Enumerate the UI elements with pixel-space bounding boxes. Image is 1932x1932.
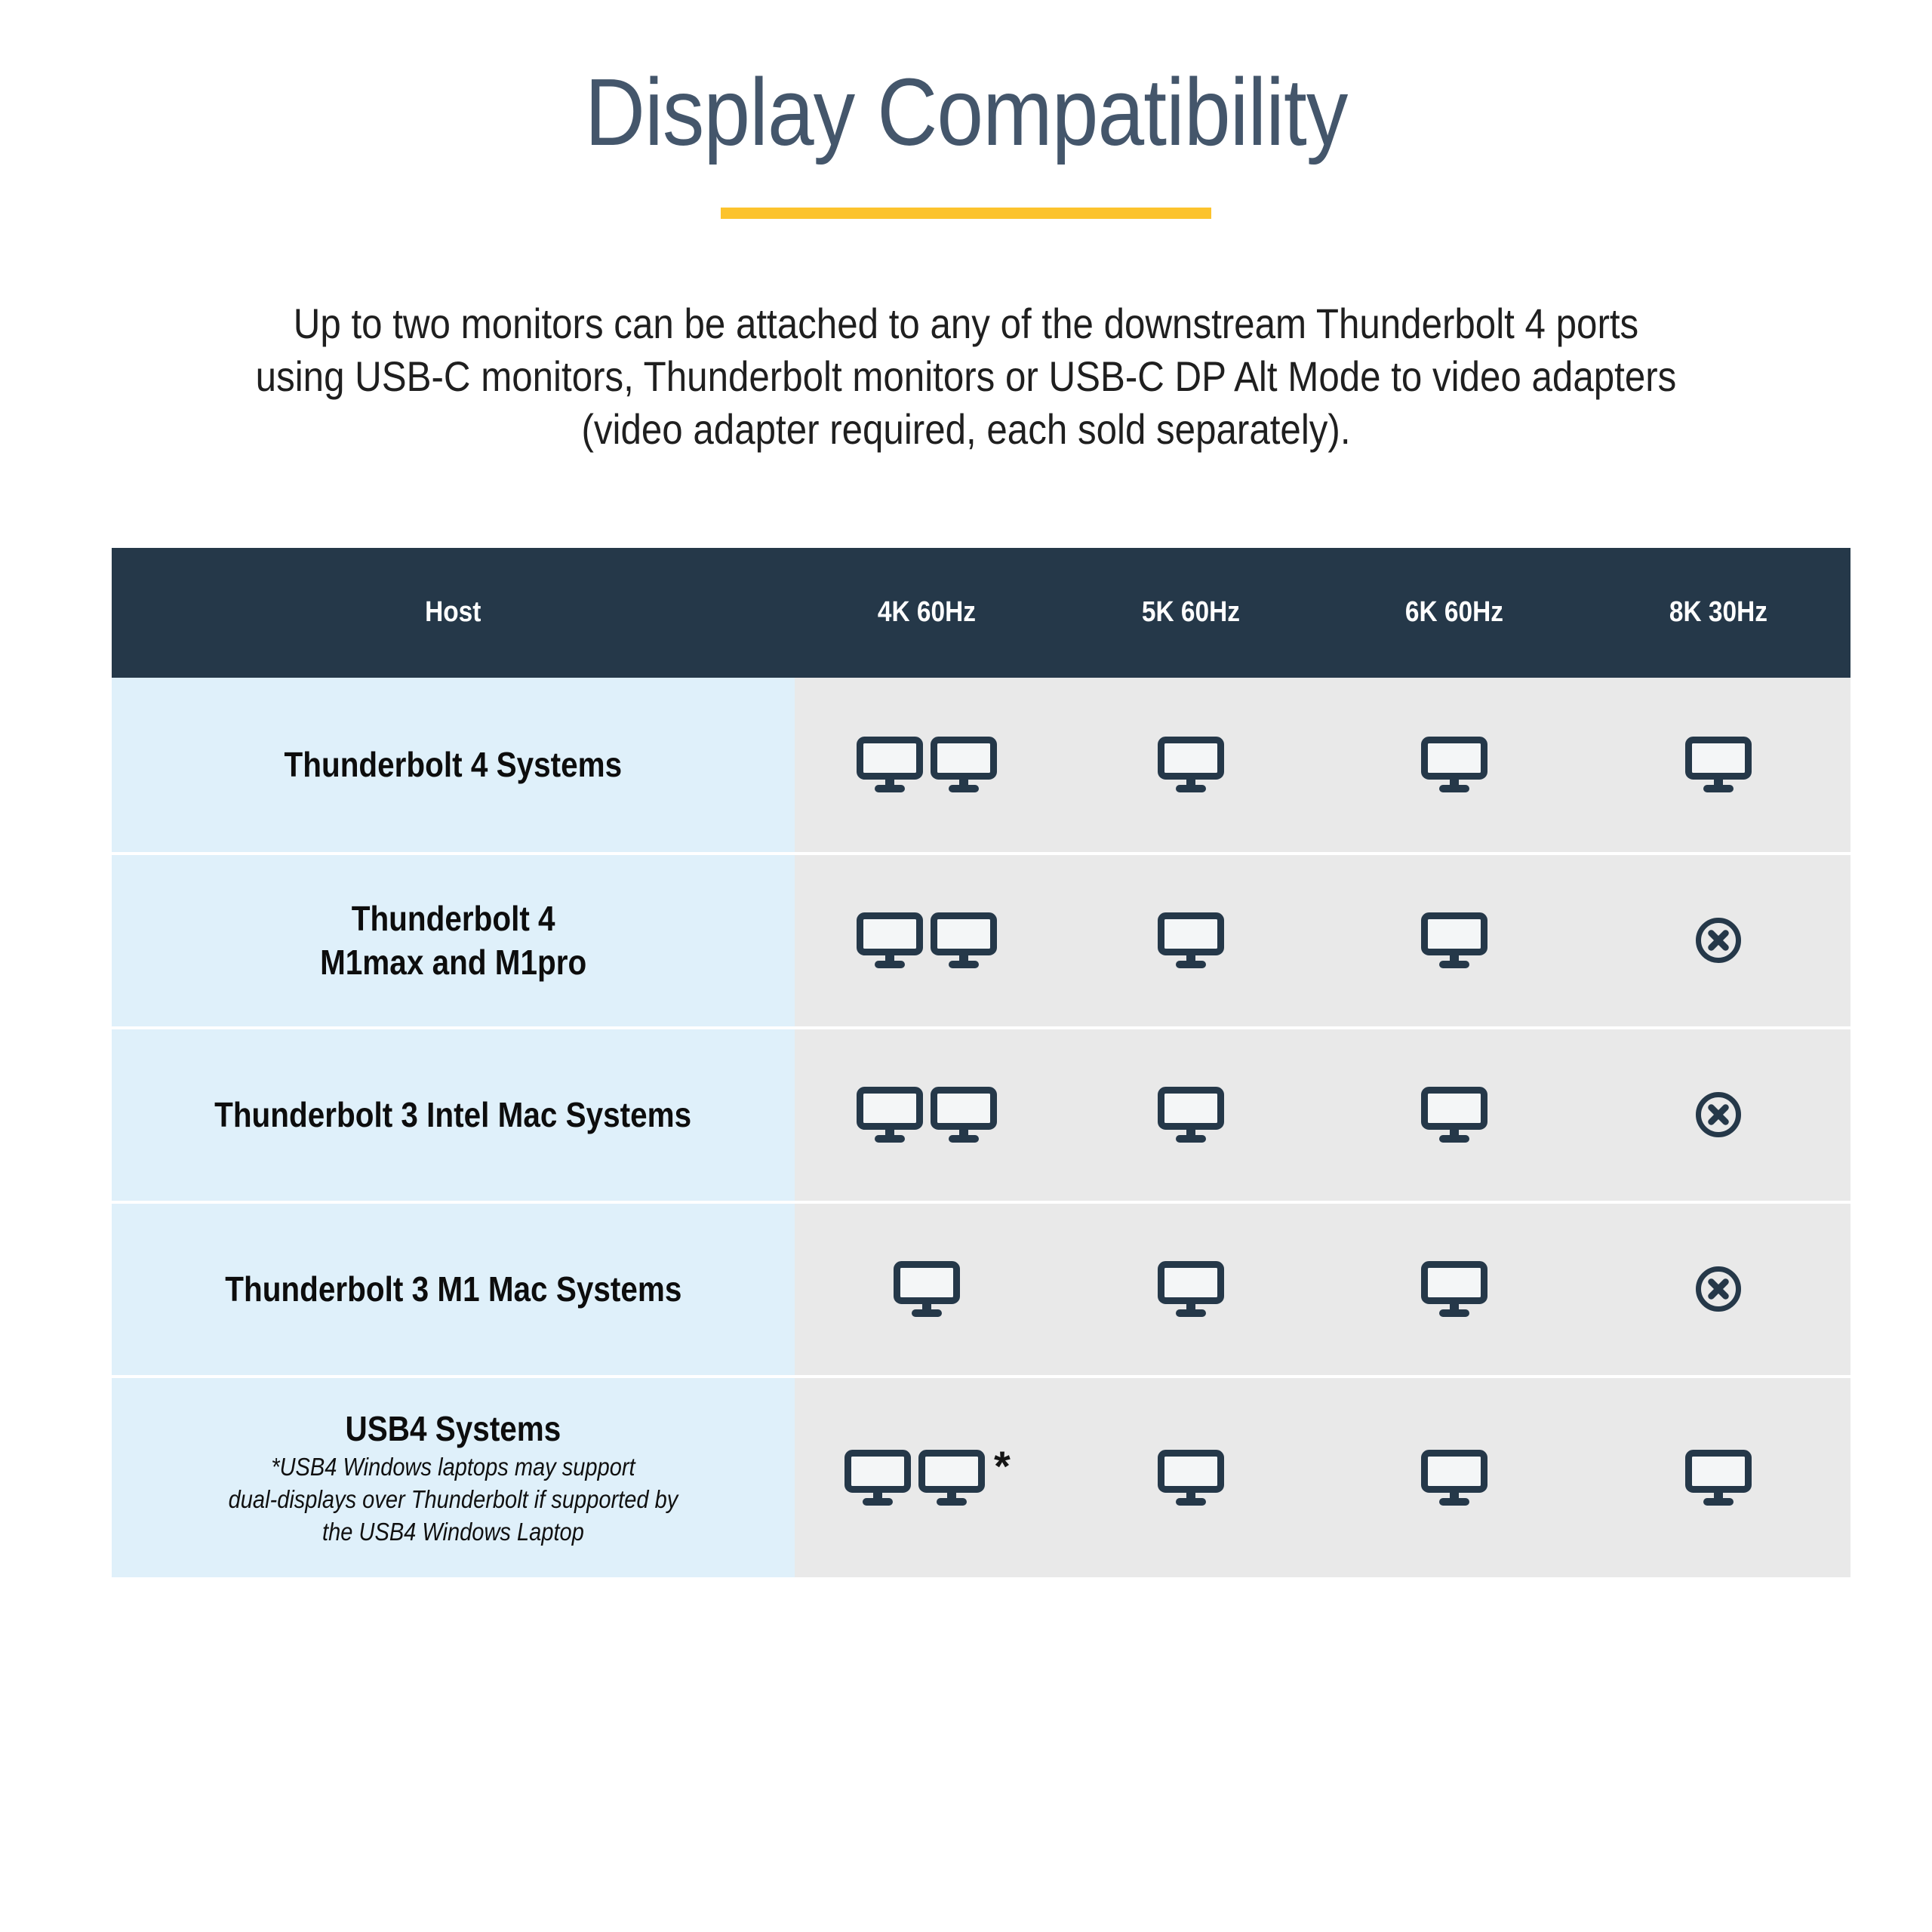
column-header-8k30: 8K 30Hz bbox=[1669, 596, 1768, 629]
circle-x-icon bbox=[1694, 1265, 1743, 1313]
intro-line: (video adapter required, each sold separately). bbox=[581, 405, 1351, 453]
intro-line: using USB-C monitors, Thunderbolt monitors or USB-C DP Alt Mode to video adapters bbox=[255, 352, 1677, 400]
single-monitor-icon bbox=[1421, 912, 1487, 968]
host-label bbox=[229, 1407, 678, 1548]
support-cell-single bbox=[1323, 1378, 1587, 1577]
support-cell-single bbox=[1059, 678, 1323, 852]
intro-paragraph bbox=[0, 297, 1932, 456]
table-body bbox=[112, 678, 1850, 1577]
support-cell-single bbox=[1586, 678, 1850, 852]
page-title-text: Display Compatibility bbox=[584, 59, 1348, 165]
support-cell-single bbox=[1059, 1204, 1323, 1375]
single-monitor-icon bbox=[1421, 1087, 1487, 1143]
support-cell-single bbox=[1323, 855, 1587, 1026]
table-row bbox=[112, 1375, 1850, 1577]
single-monitor-icon bbox=[1158, 1450, 1224, 1506]
host-cell bbox=[112, 678, 795, 852]
support-cell-none bbox=[1586, 855, 1850, 1026]
single-monitor-icon bbox=[931, 737, 997, 792]
single-monitor-icon bbox=[931, 912, 997, 968]
asterisk-mark: * bbox=[993, 1441, 1011, 1490]
support-cell-dual bbox=[795, 855, 1059, 1026]
single-monitor-icon bbox=[1421, 737, 1487, 792]
host-label-line: Thunderbolt 4 Systems bbox=[284, 745, 623, 785]
host-label-line: USB4 Systems bbox=[345, 1409, 561, 1449]
single-monitor-icon bbox=[1421, 1261, 1487, 1317]
host-label bbox=[320, 897, 586, 984]
host-label-line: Thunderbolt 3 M1 Mac Systems bbox=[224, 1269, 682, 1309]
single-monitor-icon bbox=[857, 912, 923, 968]
intro-line: Up to two monitors can be attached to any of the downstream Thunderbolt 4 ports bbox=[293, 299, 1639, 347]
table-row bbox=[112, 1201, 1850, 1375]
host-label bbox=[285, 743, 623, 786]
single-monitor-icon bbox=[1158, 1087, 1224, 1143]
support-cell-single bbox=[1059, 1029, 1323, 1201]
single-monitor-icon bbox=[857, 1087, 923, 1143]
host-label bbox=[225, 1267, 681, 1311]
dual-monitor-icon bbox=[857, 737, 997, 792]
table-row bbox=[112, 852, 1850, 1026]
single-monitor-icon bbox=[1158, 1261, 1224, 1317]
support-cell-dual bbox=[795, 678, 1059, 852]
single-monitor-icon bbox=[1158, 912, 1224, 968]
single-monitor-icon bbox=[857, 737, 923, 792]
host-footnote-line: dual-displays over Thunderbolt if supported by bbox=[228, 1485, 678, 1514]
title-underline-accent bbox=[721, 208, 1211, 219]
host-label-line: Thunderbolt 3 Intel Mac Systems bbox=[214, 1095, 692, 1135]
circle-x-icon bbox=[1694, 916, 1743, 964]
column-header-5k60: 5K 60Hz bbox=[1141, 596, 1240, 629]
support-cell-single bbox=[1323, 1204, 1587, 1375]
host-cell bbox=[112, 855, 795, 1026]
column-header-host: Host bbox=[425, 596, 481, 629]
dual-monitor-icon bbox=[857, 1087, 997, 1143]
circle-x-icon bbox=[1694, 1091, 1743, 1139]
support-cell-single bbox=[1059, 1378, 1323, 1577]
host-label-line: Thunderbolt 4 bbox=[351, 899, 555, 939]
page-title bbox=[0, 60, 1932, 165]
support-cell-none bbox=[1586, 1204, 1850, 1375]
single-monitor-icon bbox=[1421, 1450, 1487, 1506]
support-cell-single bbox=[795, 1204, 1059, 1375]
support-cell-single bbox=[1059, 855, 1323, 1026]
dual-monitor-icon bbox=[857, 912, 997, 968]
table-row bbox=[112, 1026, 1850, 1201]
support-cell-dual bbox=[795, 1378, 1059, 1577]
support-cell-none bbox=[1586, 1029, 1850, 1201]
host-label-line: M1max and M1pro bbox=[319, 943, 587, 983]
host-cell bbox=[112, 1029, 795, 1201]
single-monitor-icon bbox=[918, 1450, 985, 1506]
single-monitor-icon bbox=[844, 1450, 911, 1506]
table-header-row bbox=[112, 548, 1850, 678]
compatibility-table bbox=[112, 548, 1850, 1577]
host-cell bbox=[112, 1378, 795, 1577]
host-label bbox=[214, 1093, 691, 1137]
support-cell-single bbox=[1323, 678, 1587, 852]
column-header-4k60: 4K 60Hz bbox=[877, 596, 976, 629]
single-monitor-icon bbox=[1685, 1450, 1752, 1506]
single-monitor-icon bbox=[931, 1087, 997, 1143]
single-monitor-icon bbox=[1685, 737, 1752, 792]
dual-monitor-icon bbox=[844, 1441, 1011, 1506]
column-header-6k60: 6K 60Hz bbox=[1405, 596, 1504, 629]
table-row bbox=[112, 678, 1850, 852]
host-cell bbox=[112, 1204, 795, 1375]
single-monitor-icon bbox=[894, 1261, 960, 1317]
support-cell-dual bbox=[795, 1029, 1059, 1201]
support-cell-single bbox=[1323, 1029, 1587, 1201]
support-cell-single bbox=[1586, 1378, 1850, 1577]
single-monitor-icon bbox=[1158, 737, 1224, 792]
host-footnote-line: the USB4 Windows Laptop bbox=[322, 1518, 584, 1546]
host-footnote-line: *USB4 Windows laptops may support bbox=[271, 1453, 635, 1481]
